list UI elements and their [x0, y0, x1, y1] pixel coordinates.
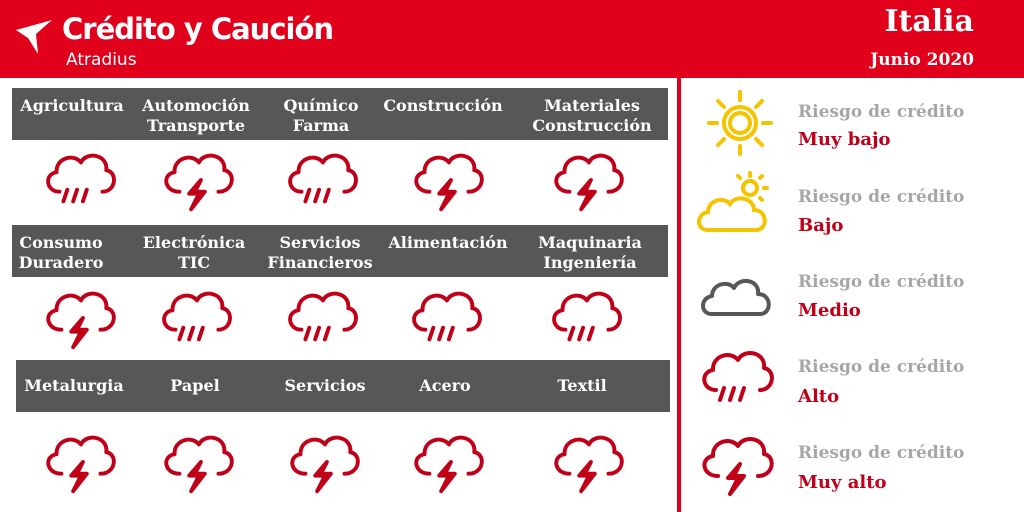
cloud-rain-icon — [406, 282, 484, 352]
legend-label: Riesgo de crédito — [798, 272, 965, 292]
sun-icon — [700, 88, 780, 158]
legend-level: Bajo — [798, 215, 844, 236]
sector-label: Servicios — [284, 376, 366, 395]
header-bar — [0, 0, 1024, 78]
sector-label: Acero — [419, 376, 471, 395]
vertical-divider — [677, 78, 681, 512]
sector-label: Maquinaria Ingeniería — [538, 233, 642, 272]
cloud-rain-icon — [546, 282, 624, 352]
legend-label: Riesgo de crédito — [798, 102, 965, 122]
sector-label: Consumo Duradero — [18, 233, 104, 272]
cloud-rain-icon — [696, 342, 776, 412]
sector-label: Textil — [557, 376, 607, 395]
country-title: Italia — [884, 4, 974, 39]
report-date: Junio 2020 — [870, 50, 974, 70]
cloud-lightning-icon — [548, 426, 626, 496]
cloud-lightning-icon — [408, 426, 486, 496]
sector-label: Metalurgia — [24, 376, 124, 395]
cloud-rain-icon — [282, 144, 360, 214]
sector-label: Servicios Financieros — [267, 233, 373, 272]
sector-label: Construcción — [383, 96, 503, 115]
country-block — [823, 0, 1024, 78]
cloud-lightning-icon — [548, 144, 626, 214]
cloud-rain-icon — [282, 282, 360, 352]
legend-level: Alto — [798, 386, 840, 407]
brand-subtitle: Atradius — [66, 50, 137, 70]
sun-cloud-icon — [694, 170, 774, 240]
sector-label: Papel — [170, 376, 220, 395]
legend-label: Riesgo de crédito — [798, 187, 965, 207]
sector-label: Electrónica TIC — [142, 233, 246, 272]
legend-label: Riesgo de crédito — [798, 357, 965, 377]
sector-label: Agricultura — [20, 96, 124, 115]
legend-level: Medio — [798, 300, 861, 321]
sector-label: Químico Farma — [283, 96, 359, 135]
cloud-lightning-icon — [408, 144, 486, 214]
cloud-lightning-icon — [40, 282, 118, 352]
legend-level: Muy alto — [798, 472, 887, 493]
cloud-lightning-icon — [158, 426, 236, 496]
cloud-lightning-icon — [158, 144, 236, 214]
legend-level: Muy bajo — [798, 129, 891, 150]
cloud-lightning-icon — [40, 426, 118, 496]
cloud-lightning-icon — [284, 426, 362, 496]
cloud-rain-icon — [40, 144, 118, 214]
brand-name: Crédito y Caución — [62, 12, 334, 46]
plane-logo-icon — [14, 16, 54, 56]
cloud-lightning-icon — [696, 428, 776, 498]
sector-label: Materiales Construcción — [532, 96, 652, 135]
sector-label: Alimentación — [388, 233, 508, 252]
cloud-rain-icon — [156, 282, 234, 352]
cloud-icon — [696, 256, 776, 326]
sector-label: Automoción Transporte — [142, 96, 250, 135]
legend-label: Riesgo de crédito — [798, 443, 965, 463]
